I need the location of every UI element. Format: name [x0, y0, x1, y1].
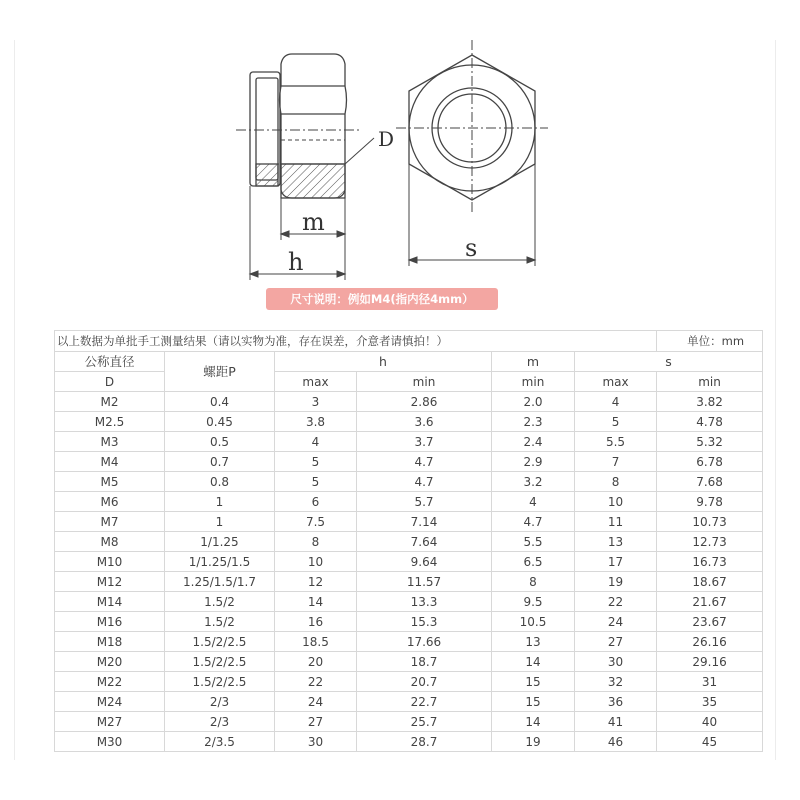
cell-h-max: 24: [275, 692, 357, 712]
cell-size: M10: [55, 552, 165, 572]
nut-top-view: [396, 40, 548, 214]
cell-h-max: 20: [275, 652, 357, 672]
cell-s-max: 4: [575, 392, 657, 412]
header-s-min: min: [657, 372, 763, 392]
cell-s-min: 21.67: [657, 592, 763, 612]
cell-h-min: 25.7: [357, 712, 492, 732]
cell-m-min: 8: [492, 572, 575, 592]
cell-s-max: 8: [575, 472, 657, 492]
table-row: [55, 632, 763, 652]
cell-m-min: 4.7: [492, 512, 575, 532]
cell-s-min: 31: [657, 672, 763, 692]
cell-size: M27: [55, 712, 165, 732]
cell-pitch: 2/3.5: [165, 732, 275, 752]
table-row: [55, 732, 763, 752]
nut-side-view: [236, 54, 374, 198]
cell-h-max: 8: [275, 532, 357, 552]
cell-m-min: 5.5: [492, 532, 575, 552]
cell-h-max: 14: [275, 592, 357, 612]
cell-pitch: 2/3: [165, 692, 275, 712]
cell-s-max: 5.5: [575, 432, 657, 452]
table-row: [55, 712, 763, 732]
cell-h-max: 5: [275, 452, 357, 472]
cell-m-min: 15: [492, 692, 575, 712]
cell-h-min: 2.86: [357, 392, 492, 412]
label-m: m: [302, 208, 325, 236]
label-h: h: [288, 248, 304, 276]
table-row: [55, 672, 763, 692]
cell-h-min: 15.3: [357, 612, 492, 632]
dimension-caption: 尺寸说明：例如M4(指内径4mm）: [266, 288, 498, 310]
cell-s-max: 17: [575, 552, 657, 572]
table-row: [55, 692, 763, 712]
cell-pitch: 0.45: [165, 412, 275, 432]
cell-size: M20: [55, 652, 165, 672]
cell-s-min: 5.32: [657, 432, 763, 452]
spec-table: [54, 330, 763, 752]
cell-s-min: 4.78: [657, 412, 763, 432]
unit-label: 单位：mm: [657, 331, 763, 352]
cell-h-min: 5.7: [357, 492, 492, 512]
table-row: [55, 512, 763, 532]
cell-size: M4: [55, 452, 165, 472]
cell-s-max: 7: [575, 452, 657, 472]
cell-m-min: 2.9: [492, 452, 575, 472]
cell-size: M7: [55, 512, 165, 532]
cell-size: M5: [55, 472, 165, 492]
cell-s-min: 7.68: [657, 472, 763, 492]
cell-h-max: 30: [275, 732, 357, 752]
cell-h-max: 3: [275, 392, 357, 412]
table-row: [55, 392, 763, 412]
cell-h-min: 11.57: [357, 572, 492, 592]
cell-size: M12: [55, 572, 165, 592]
table-row: [55, 412, 763, 432]
table-row: [55, 532, 763, 552]
cell-s-max: 24: [575, 612, 657, 632]
cell-h-max: 18.5: [275, 632, 357, 652]
cell-size: M8: [55, 532, 165, 552]
table-row: [55, 592, 763, 612]
cell-pitch: 1/1.25: [165, 532, 275, 552]
cell-h-min: 7.64: [357, 532, 492, 552]
cell-size: M16: [55, 612, 165, 632]
cell-s-max: 41: [575, 712, 657, 732]
cell-s-min: 18.67: [657, 572, 763, 592]
cell-s-max: 32: [575, 672, 657, 692]
cell-s-max: 11: [575, 512, 657, 532]
cell-pitch: 1.25/1.5/1.7: [165, 572, 275, 592]
cell-h-max: 12: [275, 572, 357, 592]
header-m: m: [492, 352, 575, 372]
cell-pitch: 1.5/2/2.5: [165, 632, 275, 652]
spec-table-container: [54, 330, 762, 752]
cell-s-max: 22: [575, 592, 657, 612]
cell-pitch: 1: [165, 512, 275, 532]
header-h: h: [275, 352, 492, 372]
cell-h-min: 22.7: [357, 692, 492, 712]
cell-s-min: 6.78: [657, 452, 763, 472]
cell-m-min: 9.5: [492, 592, 575, 612]
cell-h-max: 16: [275, 612, 357, 632]
cell-h-min: 9.64: [357, 552, 492, 572]
header-m-min: min: [492, 372, 575, 392]
header-s-max: max: [575, 372, 657, 392]
cell-m-min: 3.2: [492, 472, 575, 492]
cell-h-max: 3.8: [275, 412, 357, 432]
cell-s-min: 3.82: [657, 392, 763, 412]
cell-h-min: 7.14: [357, 512, 492, 532]
cell-h-max: 27: [275, 712, 357, 732]
cell-h-min: 18.7: [357, 652, 492, 672]
cell-s-min: 45: [657, 732, 763, 752]
table-row: [55, 612, 763, 632]
cell-size: M22: [55, 672, 165, 692]
cell-size: M14: [55, 592, 165, 612]
measurement-note: 以上数据为单批手工测量结果（请以实物为准，存在误差，介意者请慎拍！）: [55, 331, 657, 352]
cell-m-min: 15: [492, 672, 575, 692]
table-row: [55, 652, 763, 672]
cell-h-min: 3.7: [357, 432, 492, 452]
header-h-max: max: [275, 372, 357, 392]
cell-s-max: 46: [575, 732, 657, 752]
cell-s-min: 16.73: [657, 552, 763, 572]
cell-m-min: 6.5: [492, 552, 575, 572]
cell-m-min: 4: [492, 492, 575, 512]
cell-pitch: 1.5/2/2.5: [165, 672, 275, 692]
table-row: [55, 572, 763, 592]
cell-s-min: 9.78: [657, 492, 763, 512]
cell-s-max: 36: [575, 692, 657, 712]
cell-m-min: 13: [492, 632, 575, 652]
cell-m-min: 2.4: [492, 432, 575, 452]
cell-h-max: 10: [275, 552, 357, 572]
cell-size: M2.5: [55, 412, 165, 432]
cell-size: M3: [55, 432, 165, 452]
cell-s-min: 23.67: [657, 612, 763, 632]
header-nominal-diameter: 公称直径: [55, 352, 165, 372]
table-row: [55, 492, 763, 512]
cell-m-min: 19: [492, 732, 575, 752]
header-pitch: 螺距P: [165, 352, 275, 392]
label-s: s: [465, 234, 478, 262]
cell-s-min: 26.16: [657, 632, 763, 652]
cell-s-min: 35: [657, 692, 763, 712]
cell-s-max: 27: [575, 632, 657, 652]
cell-s-min: 40: [657, 712, 763, 732]
cell-h-min: 4.7: [357, 472, 492, 492]
cell-m-min: 10.5: [492, 612, 575, 632]
cell-h-max: 6: [275, 492, 357, 512]
cell-pitch: 0.4: [165, 392, 275, 412]
cell-m-min: 2.3: [492, 412, 575, 432]
label-d: D: [378, 127, 395, 151]
cell-h-max: 22: [275, 672, 357, 692]
nut-dimension-diagram: [0, 0, 800, 290]
cell-m-min: 2.0: [492, 392, 575, 412]
cell-h-min: 13.3: [357, 592, 492, 612]
cell-s-min: 12.73: [657, 532, 763, 552]
cell-pitch: 2/3: [165, 712, 275, 732]
cell-s-min: 29.16: [657, 652, 763, 672]
cell-h-min: 17.66: [357, 632, 492, 652]
cell-pitch: 1/1.25/1.5: [165, 552, 275, 572]
header-h-min: min: [357, 372, 492, 392]
cell-pitch: 1.5/2/2.5: [165, 652, 275, 672]
cell-m-min: 14: [492, 652, 575, 672]
table-row: [55, 432, 763, 452]
cell-m-min: 14: [492, 712, 575, 732]
cell-s-max: 5: [575, 412, 657, 432]
cell-size: M6: [55, 492, 165, 512]
cell-pitch: 1: [165, 492, 275, 512]
cell-s-max: 19: [575, 572, 657, 592]
cell-s-max: 10: [575, 492, 657, 512]
table-row: [55, 452, 763, 472]
cell-s-max: 13: [575, 532, 657, 552]
cell-size: M30: [55, 732, 165, 752]
cell-pitch: 1.5/2: [165, 592, 275, 612]
cell-h-min: 28.7: [357, 732, 492, 752]
cell-pitch: 0.5: [165, 432, 275, 452]
header-nominal-symbol: D: [55, 372, 165, 392]
cell-h-max: 7.5: [275, 512, 357, 532]
cell-h-max: 4: [275, 432, 357, 452]
cell-s-max: 30: [575, 652, 657, 672]
cell-pitch: 0.8: [165, 472, 275, 492]
table-row: [55, 472, 763, 492]
cell-s-min: 10.73: [657, 512, 763, 532]
cell-size: M18: [55, 632, 165, 652]
cell-h-min: 3.6: [357, 412, 492, 432]
cell-pitch: 0.7: [165, 452, 275, 472]
cell-size: M24: [55, 692, 165, 712]
cell-h-min: 4.7: [357, 452, 492, 472]
header-s: s: [575, 352, 763, 372]
cell-pitch: 1.5/2: [165, 612, 275, 632]
cell-h-max: 5: [275, 472, 357, 492]
cell-size: M2: [55, 392, 165, 412]
table-row: [55, 552, 763, 572]
cell-h-min: 20.7: [357, 672, 492, 692]
